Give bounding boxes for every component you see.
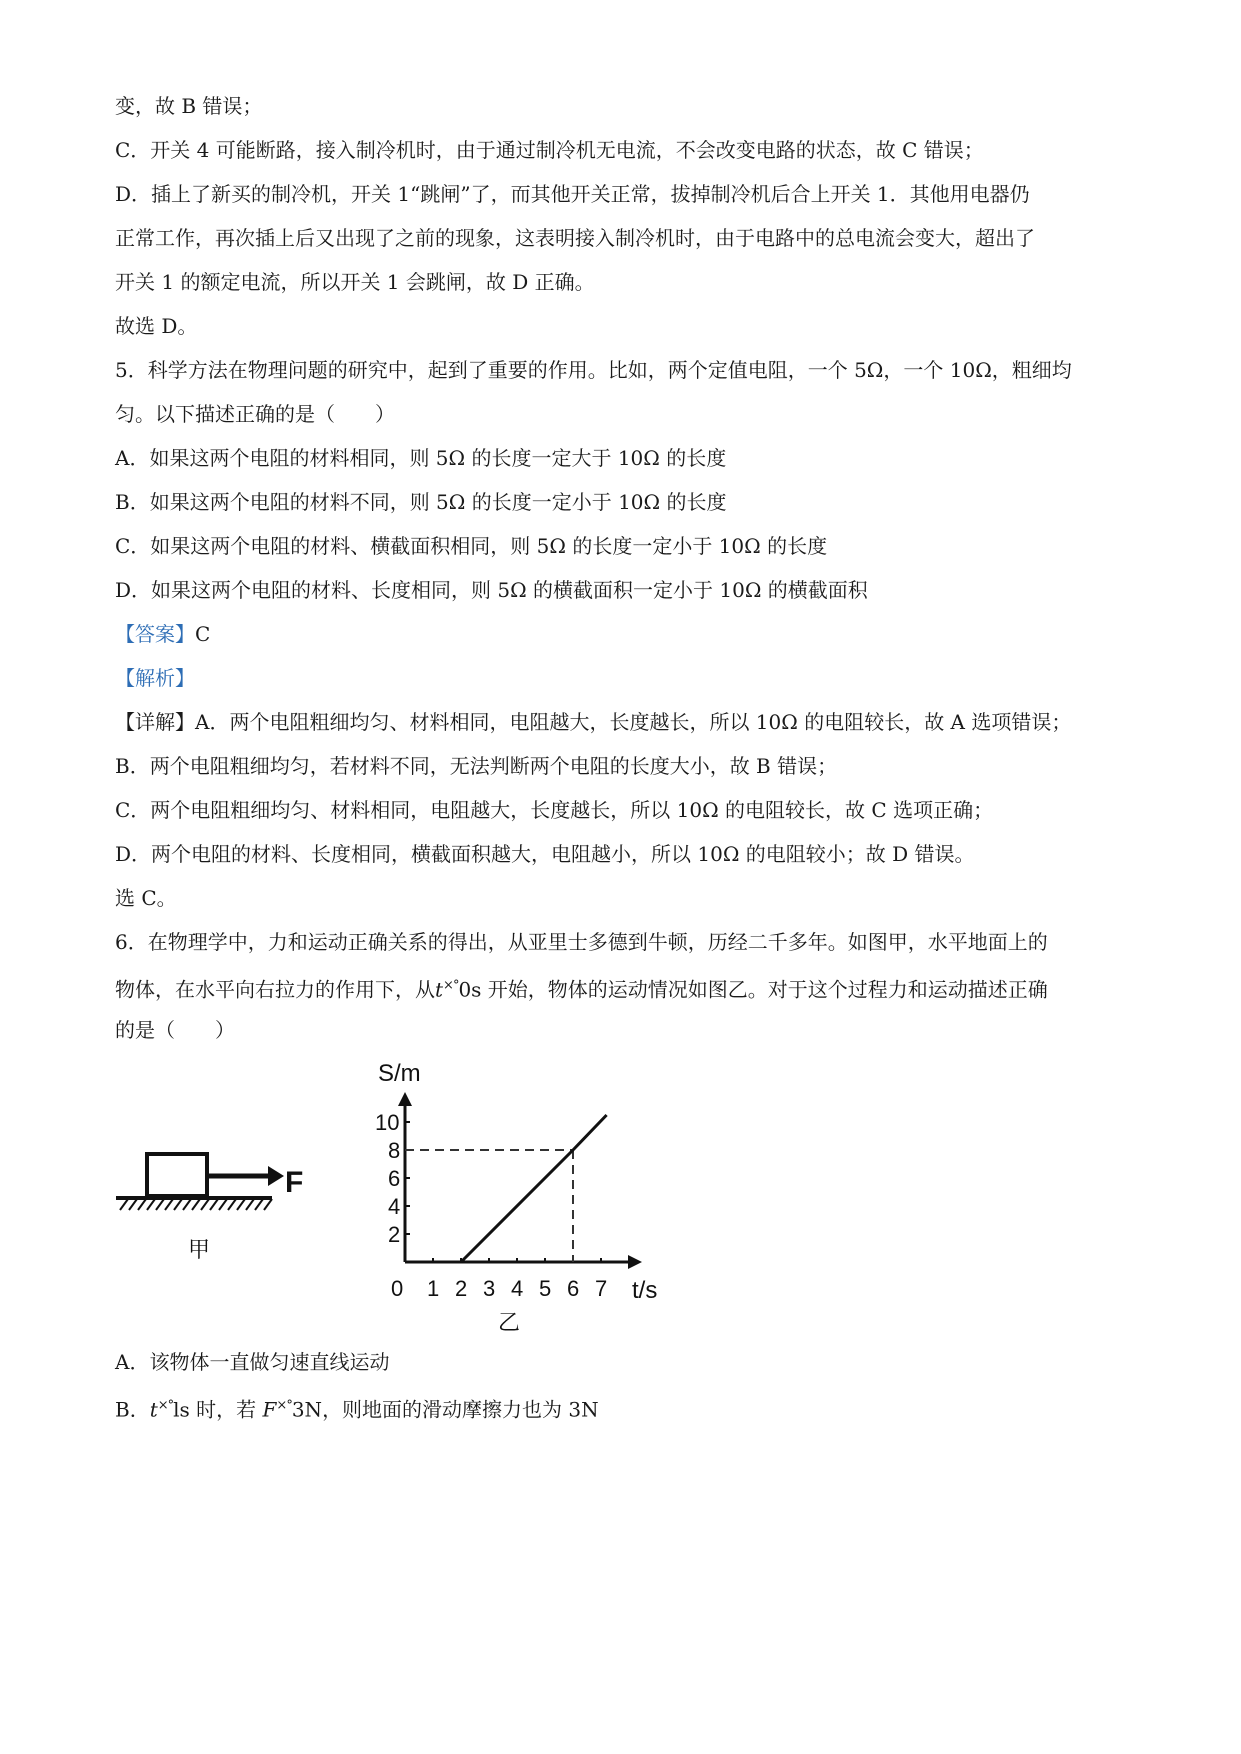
x-tick-label: 6 — [567, 1276, 580, 1301]
detail-line: 选 C。 — [115, 886, 177, 910]
hatch-mark — [210, 1199, 218, 1210]
hatch-mark — [246, 1199, 254, 1210]
force-value: 3N — [291, 1397, 323, 1422]
y-tick-label: 2 — [388, 1222, 401, 1247]
text-line: D．插上了新买的制冷机，开关 1“跳闸”了，而其他开关正常，拔掉制冷机后合上开关 1．其他用电器仍 — [115, 182, 1030, 206]
y-tick-label: 6 — [388, 1166, 401, 1191]
hatch-mark — [147, 1199, 155, 1210]
q6-option-b — [115, 1392, 599, 1424]
answer-tag: 【答案】 — [115, 622, 195, 646]
ground-hatch — [120, 1199, 272, 1210]
force-arrowhead — [268, 1166, 284, 1186]
x-tick-label: 7 — [595, 1276, 608, 1301]
y-tick-label: 4 — [388, 1194, 401, 1219]
force-label: F — [285, 1166, 304, 1199]
garbled-symbol: ×° — [443, 978, 459, 993]
y-tick-label: 8 — [388, 1138, 401, 1163]
detail-line: C．两个电阻粗细均匀、材料相同，电阻越大，长度越长，所以 10Ω 的电阻较长，故 C 选项正确； — [115, 798, 994, 822]
y-tick-label: 10 — [375, 1110, 400, 1135]
text-line: 正常工作，再次插上后又出现了之前的现象，这表明接入制冷机时，由于电路中的总电流会变大，超出了 — [115, 226, 1035, 250]
hatch-mark — [219, 1199, 227, 1210]
x-axis-label: t/s — [632, 1277, 658, 1304]
detail-line: D．两个电阻的材料、长度相同，横截面积越大，电阻越小，所以 10Ω 的电阻较小；故 D 错误。 — [115, 842, 975, 866]
x-tick-label: 2 — [455, 1276, 468, 1301]
hatch-mark — [192, 1199, 200, 1210]
figure-caption-left: 甲 — [188, 1238, 211, 1263]
question-6-stem: 6．在物理学中，力和运动正确关系的得出，从亚里士多德到牛顿，历经二千多年。如图甲，水平地面上的 — [115, 930, 1048, 954]
st-graph — [375, 1060, 657, 1336]
option-a: A．如果这两个电阻的材料相同，则 5Ω 的长度一定大于 10Ω 的长度 — [115, 446, 727, 470]
text-line: 变，故 B 错误； — [115, 94, 263, 118]
block — [147, 1154, 207, 1196]
option-c: C．如果这两个电阻的材料、横截面积相同，则 5Ω 的长度一定小于 10Ω 的长度 — [115, 534, 828, 558]
var-t: t — [435, 977, 444, 1002]
question-5-stem: 5．科学方法在物理问题的研究中，起到了重要的作用。比如，两个定值电阻，一个 5Ω，一个 10Ω，粗细均 — [115, 358, 1072, 382]
hatch-mark — [264, 1199, 272, 1210]
series-line — [461, 1115, 607, 1262]
analysis-tag: 【解析】 — [115, 666, 195, 690]
stem-text: 物体，在水平向右拉力的作用下，从 — [115, 977, 435, 1002]
hatch-mark — [237, 1199, 245, 1210]
option-text: ，则地面的滑动摩擦力也为 3N — [322, 1397, 599, 1422]
q6-option-a: A．该物体一直做匀速直线运动 — [115, 1350, 390, 1374]
hatch-mark — [228, 1199, 236, 1210]
hatch-mark — [129, 1199, 137, 1210]
figure-caption-right: 乙 — [498, 1311, 521, 1336]
hatch-mark — [156, 1199, 164, 1210]
hatch-mark — [138, 1199, 146, 1210]
garbled-symbol: ×° — [157, 1398, 174, 1413]
text-line: 开关 1 的额定电流，所以开关 1 会跳闸，故 D 正确。 — [115, 270, 595, 294]
time-value: 0s — [458, 977, 482, 1002]
question-5-stem: 匀。以下描述正确的是（ ） — [115, 402, 395, 426]
y-axis-arrowhead — [398, 1092, 412, 1106]
detail-line: B．两个电阻粗细均匀，若材料不同，无法判断两个电阻的长度大小，故 B 错误； — [115, 754, 838, 778]
x-tick-label: 1 — [427, 1276, 440, 1301]
hatch-mark — [174, 1199, 182, 1210]
text-line: 故选 D。 — [115, 314, 198, 338]
x-tick-label: 4 — [511, 1276, 524, 1301]
hatch-mark — [120, 1199, 128, 1210]
stem-text: 开始，物体的运动情况如图乙。对于这个过程力和运动描述正确 — [481, 977, 1048, 1002]
hatch-mark — [201, 1199, 209, 1210]
garbled-symbol: ×° — [276, 1398, 292, 1413]
hatch-mark — [255, 1199, 263, 1210]
x-tick-label: 5 — [539, 1276, 552, 1301]
y-axis-label: S/m — [378, 1060, 421, 1087]
x-tick-label: 0 — [391, 1276, 404, 1301]
block-diagram — [116, 1154, 303, 1263]
var-f: F — [262, 1397, 277, 1422]
option-letter: B． — [115, 1397, 150, 1422]
x-tick-label: 3 — [483, 1276, 496, 1301]
hatch-mark — [183, 1199, 191, 1210]
x-axis-arrowhead — [628, 1255, 642, 1269]
var-t: t — [149, 1397, 158, 1422]
time-value: ls 时，若 — [173, 1397, 263, 1422]
text-line: C．开关 4 可能断路，接入制冷机时，由于通过制冷机无电流，不会改变电路的状态，故 C 错误； — [115, 138, 984, 162]
option-d: D．如果这两个电阻的材料、长度相同，则 5Ω 的横截面积一定小于 10Ω 的横截面积 — [115, 578, 868, 602]
option-b: B．如果这两个电阻的材料不同，则 5Ω 的长度一定小于 10Ω 的长度 — [115, 490, 727, 514]
hatch-mark — [165, 1199, 173, 1210]
answer-value: C — [195, 622, 211, 646]
question-6-stem: 的是（ ） — [115, 1018, 235, 1042]
detail-line: 【详解】A．两个电阻粗细均匀、材料相同，电阻越大，长度越长，所以 10Ω 的电阻较长，故 A 选项错误； — [115, 710, 1072, 734]
